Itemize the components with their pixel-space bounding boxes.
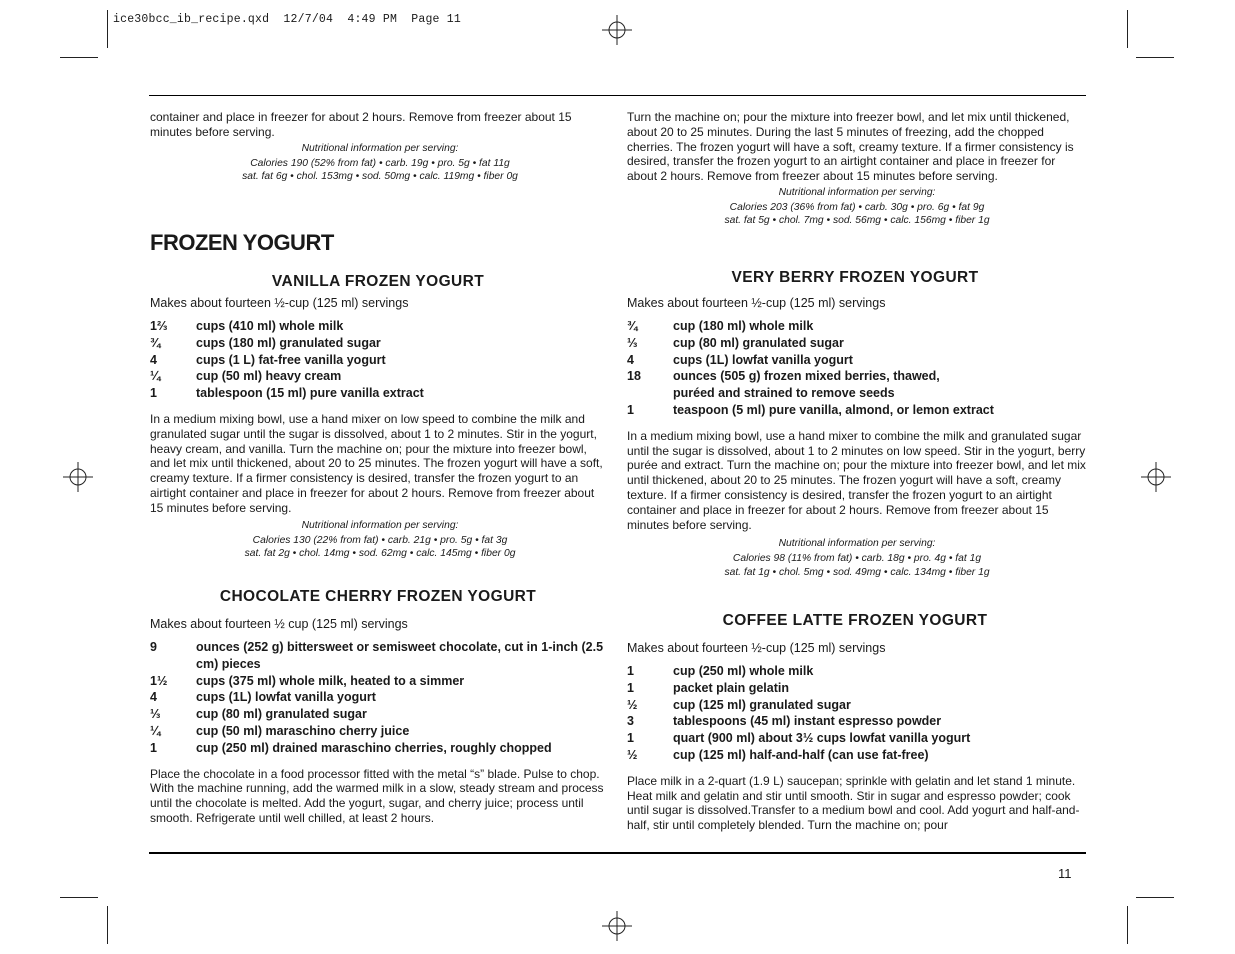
crop-mark [1127, 10, 1128, 48]
ingredient-row: 9 ounces (252 g) bittersweet or semisweet chocolate, cut in 1-inch (2.5 cm) pieces [150, 640, 604, 671]
crop-mark [1136, 57, 1174, 58]
nutrition-heading: Nutritional information per serving: [301, 142, 459, 154]
nutrition-heading: Nutritional information per serving: [301, 519, 459, 531]
intro-paragraph: Turn the machine on; pour the mixture into freezer bowl, and let mix until thickened, about 20 to 25 minutes. During the last 5 minutes of freezing, add the chopped cherries. The frozen yogurt will have a soft, creamy texture. If a firmer consistency is desired, transfer the frozen yogurt to an airtight container and place in freezer for about 2 hours. Remove from freezer about 15 minutes before serving. [627, 110, 1074, 184]
nutrition-heading: Nutritional information per serving: [778, 538, 936, 550]
ingredient-row: 1 quart (900 ml) about 3½ cups lowfat vanilla yogurt [627, 731, 971, 746]
nutrition-line: sat. fat 6g • chol. 153mg • sod. 50mg • calc. 119mg • fiber 0g [242, 171, 518, 183]
ingredient-row: ¾ cup (180 ml) whole milk [627, 319, 814, 333]
recipe-title: VANILLA FROZEN YOGURT [271, 273, 485, 290]
left-column [150, 110, 610, 184]
ingredient-row: ⅓ cup (80 ml) granulated sugar [150, 707, 367, 722]
ingredient-row: ⅓ cup (80 ml) granulated sugar [627, 335, 844, 350]
crop-mark [60, 57, 98, 58]
nutrition-line: Calories 203 (36% from fat) • carb. 30g • pro. 6g • fat 9g [729, 201, 985, 213]
ingredient-list [627, 663, 1087, 764]
recipe-title: COFFEE LATTE FROZEN YOGURT [722, 612, 988, 629]
registration-mark-icon [602, 15, 632, 45]
bottom-rule [149, 852, 1086, 854]
berry-recipe [627, 269, 1087, 579]
ingredient-row: ½ cup (125 ml) granulated sugar [627, 697, 851, 712]
ingredient-row: 1 packet plain gelatin [627, 680, 790, 695]
recipe-title: CHOCOLATE CHERRY FROZEN YOGURT [219, 588, 537, 605]
servings-note: Makes about fourteen ½ cup (125 ml) servings [150, 617, 408, 631]
crop-mark [1127, 906, 1128, 944]
nutrition-line: Calories 98 (11% from fat) • carb. 18g • pro. 4g • fat 1g [732, 553, 982, 565]
ingredient-list [150, 318, 610, 402]
ingredient-row: ½ cup (125 ml) half-and-half (can use fat-free) [627, 747, 929, 762]
servings-note: Makes about fourteen ½-cup (125 ml) servings [627, 296, 886, 310]
chocolate-recipe [150, 588, 610, 826]
crop-mark [107, 906, 108, 944]
crop-mark [60, 897, 98, 898]
nutrition-line: sat. fat 2g • chol. 14mg • sod. 62mg • calc. 145mg • fiber 0g [244, 548, 516, 560]
ingredient-row: ¼ cup (50 ml) maraschino cherry juice [150, 723, 410, 738]
ingredient-row: 4 cups (1 L) fat-free vanilla yogurt [150, 352, 386, 367]
ingredient-list [150, 639, 610, 757]
nutrition-line: sat. fat 1g • chol. 5mg • sod. 49mg • calc. 134mg • fiber 1g [724, 566, 990, 578]
ingredient-list [627, 318, 1087, 419]
method-paragraph: In a medium mixing bowl, use a hand mixer on low speed to combine the milk and granulated sugar until the sugar is dissolved, about 1 to 2 minutes. Stir in the yogurt, heavy cream, and vanilla. Turn the machine on; pour the mixture into freezer bowl, and let mix until thickened, about 20 to 25 minutes. The frozen yogurt will have a soft, creamy texture. If a firmer consistency is desired, transfer the frozen yogurt to an airtight container and place in freezer for about 2 hours. Remove from freezer about 15 minutes before serving. [150, 411, 603, 515]
registration-mark-icon [1141, 462, 1171, 492]
file-slug: ice30bcc_ib_recipe.qxd 12/7/04 4:49 PM Page 11 [113, 13, 461, 26]
ingredient-row: ¾ cups (180 ml) granulated sugar [150, 335, 381, 350]
ingredient-row: 1½ cups (375 ml) whole milk, heated to a simmer [150, 673, 465, 688]
vanilla-recipe [150, 273, 610, 561]
nutrition-heading: Nutritional information per serving: [778, 186, 936, 198]
recipe-title: VERY BERRY FROZEN YOGURT [731, 269, 979, 286]
servings-note: Makes about fourteen ½-cup (125 ml) servings [627, 641, 886, 655]
ingredient-row: 1 cup (250 ml) whole milk [627, 664, 814, 678]
ingredient-row: 4 cups (1L) lowfat vanilla yogurt [150, 690, 376, 705]
top-rule [149, 95, 1086, 96]
ingredient-row: 1 cup (250 ml) drained maraschino cherries, roughly chopped [150, 740, 552, 755]
nutrition-line: Calories 130 (22% from fat) • carb. 21g • pro. 5g • fat 3g [252, 534, 508, 546]
ingredient-row: 3 tablespoons (45 ml) instant espresso powder [627, 714, 942, 729]
servings-note: Makes about fourteen ½-cup (125 ml) servings [150, 296, 409, 310]
registration-mark-icon [63, 462, 93, 492]
page-number: 11 [1058, 866, 1072, 881]
right-column [627, 110, 1087, 228]
ingredient-row: ¼ cup (50 ml) heavy cream [150, 369, 342, 384]
nutrition-line: sat. fat 5g • chol. 7mg • sod. 56mg • calc. 156mg • fiber 1g [724, 215, 990, 227]
method-paragraph: In a medium mixing bowl, use a hand mixer to combine the milk and granulated sugar until the sugar is dissolved, about 1 to 2 minutes on low speed. Stir in the yogurt, berry purée and extract. Turn the machine on; pour the mixture into freezer bowl, and let mix until thickened, about 20 to 25 minutes. The frozen yogurt will have a soft, creamy texture. If a firmer consistency is desired, transfer the frozen yogurt to an airtight container and place in freezer for about 2 hours. Remove from freezer about 15 minutes before serving. [627, 428, 1086, 532]
crop-mark [1136, 897, 1174, 898]
ingredient-row: 1 tablespoon (15 ml) pure vanilla extract [150, 386, 424, 401]
coffee-recipe [627, 612, 1087, 833]
section-title: FROZEN YOGURT [150, 230, 334, 255]
ingredient-row: 18 ounces (505 g) frozen mixed berries, thawed, puréed and strained to remove seeds [627, 369, 940, 401]
ingredient-row: 1 teaspoon (5 ml) pure vanilla, almond, or lemon extract [627, 402, 994, 417]
nutrition-line: Calories 190 (52% from fat) • carb. 19g • pro. 5g • fat 11g [250, 157, 510, 169]
crop-mark [107, 10, 108, 48]
ingredient-row: 4 cups (1L) lowfat vanilla yogurt [627, 352, 853, 367]
method-paragraph: Place the chocolate in a food processor fitted with the metal “s” blade. Pulse to chop. With the machine running, add the warmed milk in a slow, steady stream and process until the chocolate is melted. Add the yogurt, sugar, and cherry juice; process until smooth. Refrigerate until well chilled, at least 2 hours. [150, 766, 604, 825]
method-paragraph: Place milk in a 2-quart (1.9 L) saucepan; sprinkle with gelatin and let stand 1 minute. Heat milk and gelatin and stir until smooth. Stir in sugar and espresso powder; cook until sugar is dissolved.Transfer to a medium bowl and cool. Add yogurt and half-and-half, stir until completely blended. Turn the machine on; pour [627, 773, 1080, 833]
intro-paragraph: container and place in freezer for about 2 hours. Remove from freezer about 15 minutes before serving. [150, 110, 572, 139]
ingredient-row: 1⅔ cups (410 ml) whole milk [150, 319, 344, 333]
registration-mark-icon [602, 911, 632, 941]
